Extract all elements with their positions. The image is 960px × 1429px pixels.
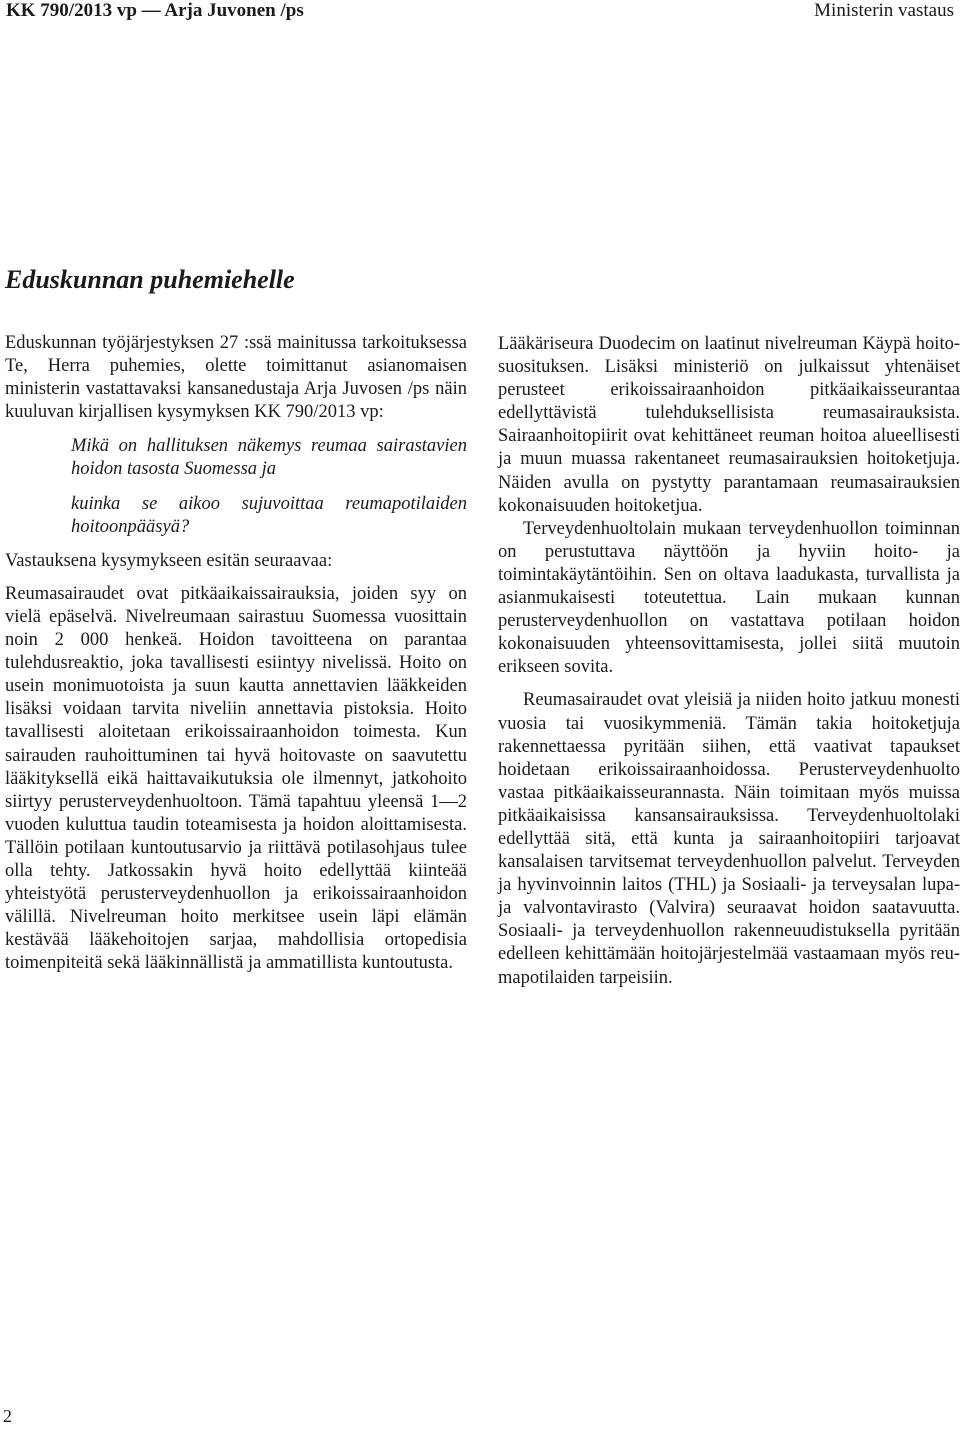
page-number: 2 <box>3 1406 12 1426</box>
right-column <box>498 333 960 990</box>
paragraph-care-guidelines: Lääkäriseura Duodecim on laatinut nivelreuman Käypä hoito- suosituksen. Lisäksi ministeriö on julkaissut yhtenäiset perusteet erikoissairaanhoidon pitkäaikaisseurantaa edellyttävistä tulehduksellisista reumasairauksista. Sairaanhoitopiirit ovat kehittäneet reuman hoitoa alueellisesti ja muun muassa rakentaneet reumasairauksien hoitoketjuja. Näiden avulla on pystytty parantamaan reumasairauksien kokonaisuuden hoitoketjua. <box>498 334 960 516</box>
intro-paragraph: Eduskunnan työjärjestyksen 27 :ssä mainitussa tarkoituksessa Te, Herra puhemies, olette toimittanut asianomaisen ministerin vastattavaksi kansanedustaja Arja Juvosen /ps näin kuuluvan kirjallisen kysymyksen KK 790/2013 vp: <box>5 333 467 423</box>
left-column <box>5 332 467 975</box>
question-text-1: Mikä on hallituksen näkemys reumaa sairastavien hoidon tasosta Suomessa ja <box>71 436 467 480</box>
paragraph-care-chains: Reumasairaudet ovat yleisiä ja niiden hoito jatkuu monesti vuosia tai vuosikymmeniä. Tämän takia hoitoketjuja rakennettaessa pyritään siihen, että vaativat tapaukset hoidetaan erikoissairaanhoidossa. Perusterveydenhuolto vastaa pitkäaikaisseurannasta. Näin toimitaan myös muissa pitkäaikaisissa kansansairauksissa. Terveydenhuoltolaki edellyttää sitä, että kunta ja sairaanhoitopiiri tarjoavat kansalaisen tarvitsemat terveydenhuollon palvelut. Terveyden ja hyvinvoinnin laitos (THL) ja Sosiaali- ja terveysalan lupa- ja valvontavirasto (Valvira) seuraavat hoidon saatavuutta. Sosiaali- ja terveydenhuollon rakenneuudistuksella pyritään edelleen kehittämään hoitojärjestelmää vastaamaan myös reumapotilaiden tarpeisiin. <box>498 690 960 988</box>
question-text-2: kuinka se aikoo sujuvoittaa reumapotilaiden hoitoonpääsyä? <box>71 493 467 537</box>
section-title: Ministerin vastaus <box>814 0 954 21</box>
paragraph-health-care-act: Terveydenhuoltolain mukaan terveydenhuollon toiminnan on perustuttava näyttöön ja hyviin hoito- ja toimintakäytäntöihin. Sen on oltava laadukasta, turvallista ja asianmukaisesti toteutettua. Lain mukaan kunnan perusterveydenhuollon on vastattava potilaan hoidon kokonaisuuden yhteensovittamisesta, jollei siitä muutoin erikseen sovita. <box>498 518 960 678</box>
document-heading: Eduskunnan puhemiehelle <box>5 265 295 294</box>
page-header <box>0 0 960 24</box>
answer-paragraph: Reumasairaudet ovat pitkäaikaissairauksia, joiden syy on vielä epäselvä. Nivelreumaan sairastuu Suomessa vuosittain noin 2 000 henkeä. Hoidon tavoitteena on parantaa tulehdusreaktio, joka tavallisesti esiintyy nivelissä. Hoito on usein monimuotoista ja suun kautta annettavien lääkkeiden lisäksi voidaan tarvita niveliin annettavia pistoksia. Hoito tavallisesti aloitetaan erikoissairaanhoidon toimesta. Kun sairauden rauhoittuminen tai hyvä hoitovaste on saavutettu lääkityksellä eikä haittavaikutuksia ole ilmennyt, jatkohoito siirtyy perusterveydenhuoltoon. Tämä tapahtuu yleensä 1—2 vuoden kuluttua taudin toteamisesta ja hoidon aloittamisesta. Tällöin potilaan kuntoutusarvio ja riittävä potilasohjaus tulee olla tehty. Jatkossakin hyvä hoito edellyttää kiinteää yhteistyötä perusterveydenhuollon ja erikoissairaanhoidon välillä. Nivelreuman hoito merkitsee usein läpi elämän kestävää lääkehoitojen sarjaa, mahdollisia ortopedisia toimenpiteitä sekä lääkinnällistä ja ammatillista kuntoutusta. <box>5 583 467 974</box>
document-reference: KK 790/2013 vp — Arja Juvonen /ps <box>6 0 304 21</box>
answer-lead: Vastauksena kysymykseen esitän seuraavaa: <box>5 550 333 571</box>
